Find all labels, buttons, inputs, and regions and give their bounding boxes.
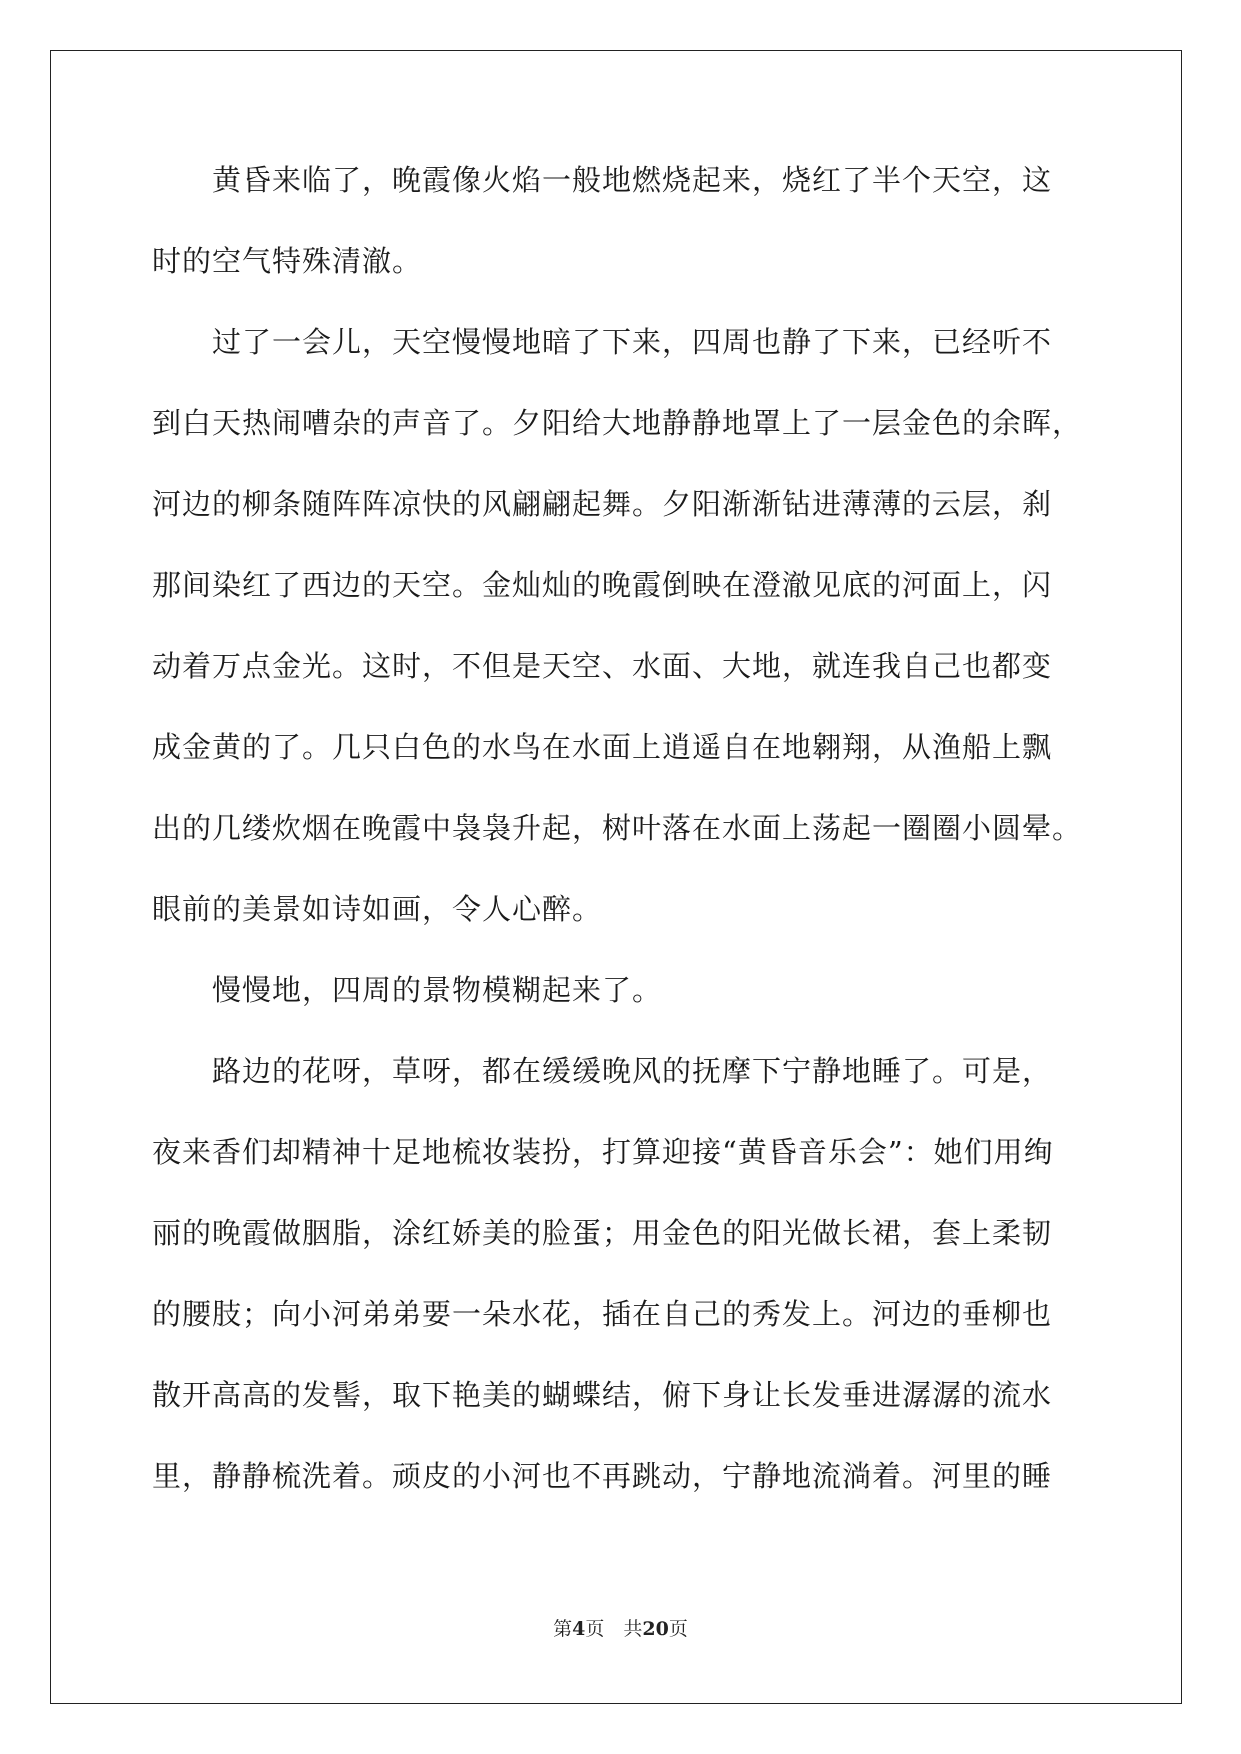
text-line: 黄昏来临了，晚霞像火焰一般地燃烧起来，烧红了半个天空，这	[152, 163, 1053, 197]
text-line: 成金黄的了。几只白色的水鸟在水面上逍遥自在地翱翔，从渔船上飘	[152, 730, 1053, 764]
text-line: 时的空气特殊清澈。	[152, 244, 423, 278]
text-line: 里，静静梳洗着。顽皮的小河也不再跳动，宁静地流淌着。河里的睡	[152, 1459, 1053, 1493]
text-line: 过了一会儿，天空慢慢地暗了下来，四周也静了下来，已经听不	[152, 325, 1053, 359]
page-footer	[0, 1614, 1241, 1641]
footer-prefix: 第	[553, 1618, 573, 1640]
text-line: 路边的花呀，草呀，都在缓缓晚风的抚摩下宁静地睡了。可是，	[152, 1054, 1053, 1088]
text-line: 散开高高的发髻，取下艳美的蝴蝶结，俯下身让长发垂进潺潺的流水	[152, 1378, 1053, 1412]
text-line: 动着万点金光。这时，不但是天空、水面、大地，就连我自己也都变	[152, 649, 1053, 683]
text-line: 河边的柳条随阵阵凉快的风翩翩起舞。夕阳渐渐钻进薄薄的云层，刹	[152, 487, 1053, 521]
text-line: 慢慢地，四周的景物模糊起来了。	[152, 973, 663, 1007]
text-line: 丽的晚霞做胭脂，涂红娇美的脸蛋；用金色的阳光做长裙，套上柔韧	[152, 1216, 1053, 1250]
text-line: 眼前的美景如诗如画，令人心醉。	[152, 892, 603, 926]
article-body	[152, 155, 1088, 1532]
text-line: 那间染红了西边的天空。金灿灿的晚霞倒映在澄澈见底的河面上，闪	[152, 568, 1053, 602]
footer-middle: 页 共	[585, 1618, 643, 1640]
text-line: 的腰肢；向小河弟弟要一朵水花，插在自己的秀发上。河边的垂柳也	[152, 1297, 1053, 1331]
current-page-number: 4	[572, 1618, 586, 1640]
footer-suffix: 页	[668, 1618, 688, 1640]
text-line: 出的几缕炊烟在晚霞中袅袅升起，树叶落在水面上荡起一圈圈小圆晕。	[152, 811, 1083, 845]
total-page-number: 20	[642, 1618, 669, 1640]
text-line: 夜来香们却精神十足地梳妆装扮，打算迎接“黄昏音乐会”：她们用绚	[152, 1135, 1054, 1169]
text-line: 到白天热闹嘈杂的声音了。夕阳给大地静静地罩上了一层金色的余晖，	[152, 406, 1083, 440]
